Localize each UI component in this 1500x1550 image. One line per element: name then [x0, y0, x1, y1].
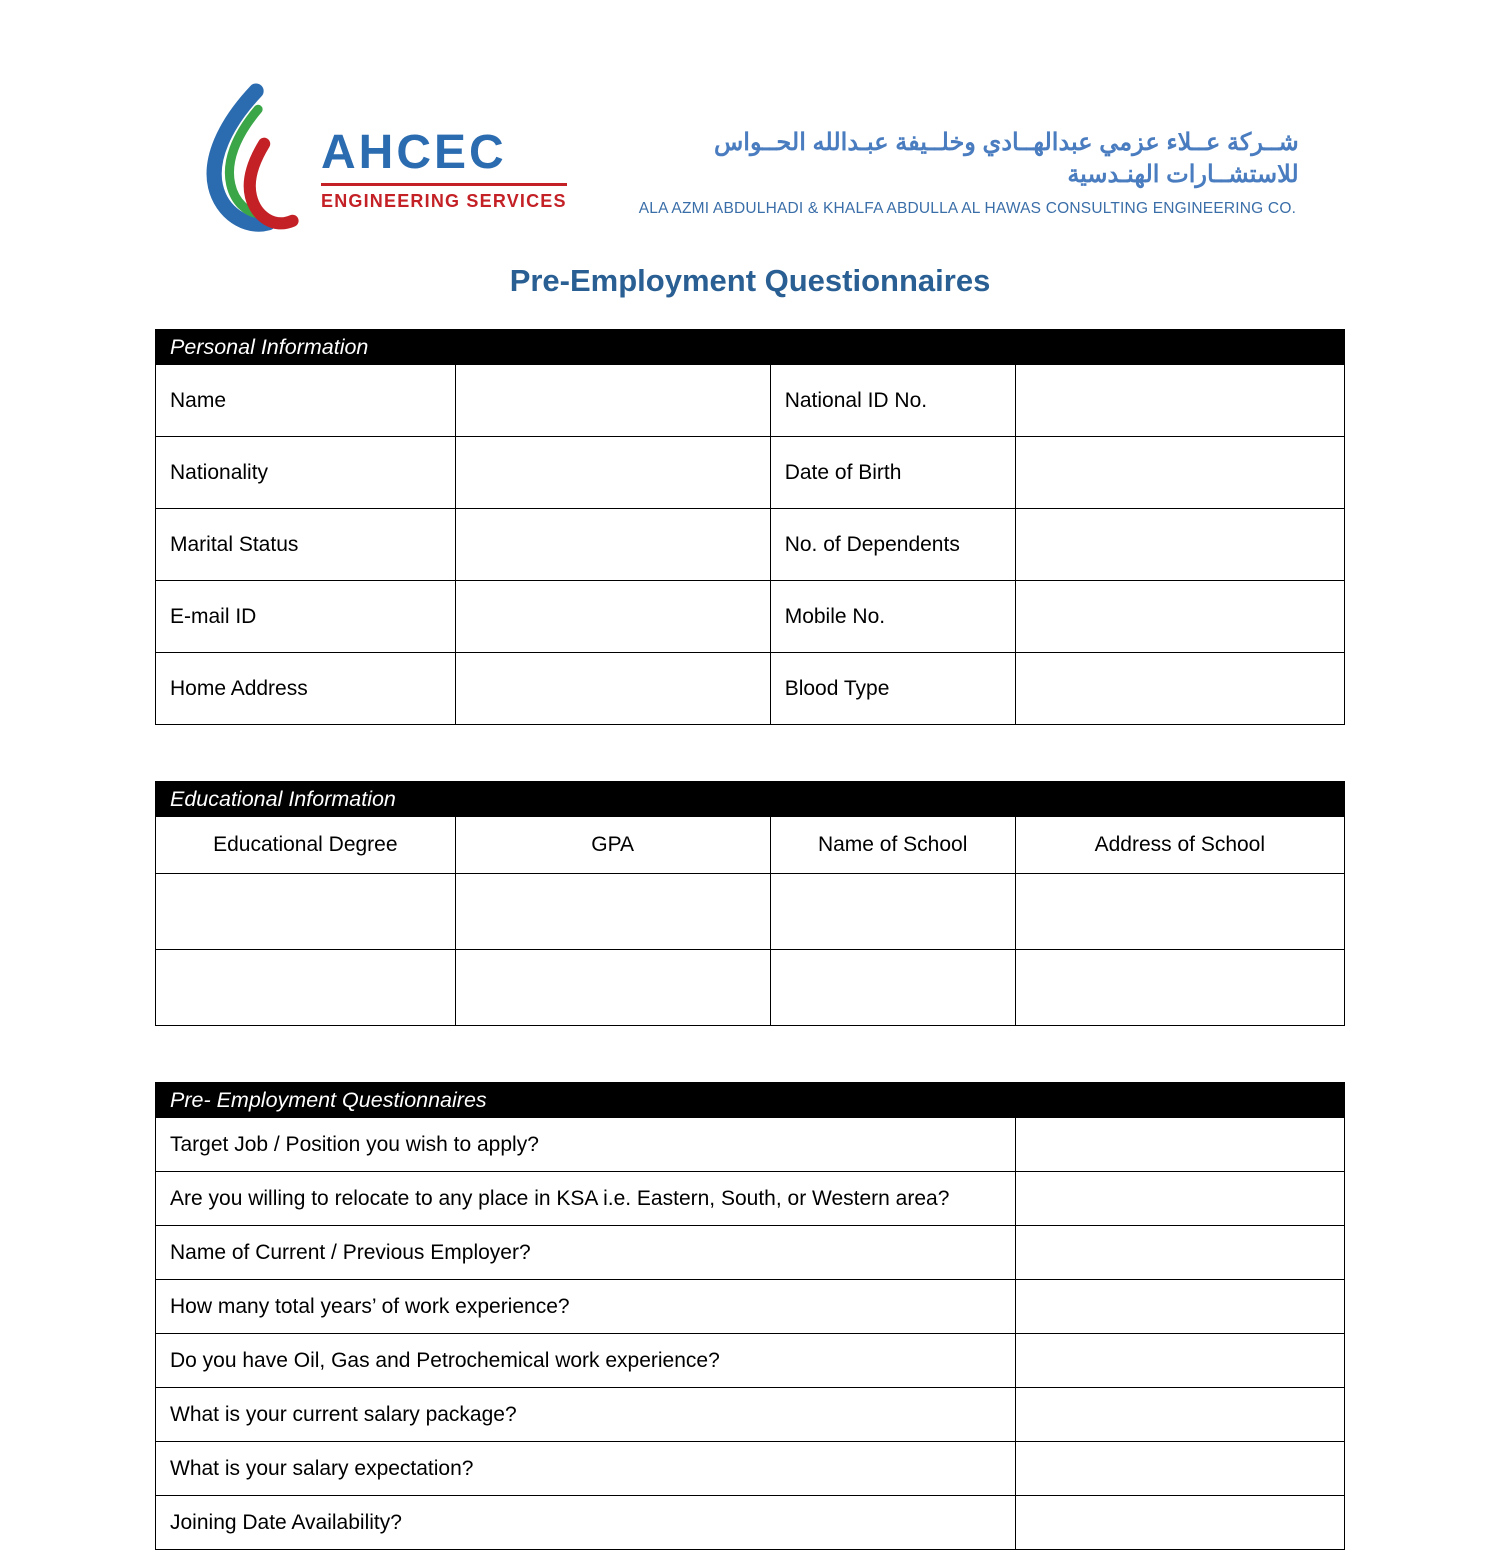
column-header: Address of School [1015, 817, 1344, 874]
table-row [156, 365, 1345, 437]
section-title-personal-information: Personal Information [156, 330, 1345, 365]
table-cell [770, 950, 1015, 1026]
column-header-row [156, 817, 1345, 874]
field-label: National ID No. [770, 365, 1015, 437]
company-name-arabic: شــركة عــلاء عزمي عبدالهــادي وخلــيفة عبـدالله الحــواس للاستشــارات الهنـدسية [713, 129, 1299, 189]
table-cell [770, 874, 1015, 950]
table-row [156, 950, 1345, 1026]
section-header-row [156, 1083, 1345, 1118]
question-text: Name of Current / Previous Employer? [156, 1226, 1016, 1280]
question-text: What is your salary expectation? [156, 1442, 1016, 1496]
field-value [455, 653, 770, 725]
section-title-educational-information: Educational Information [156, 782, 1345, 817]
table-row [156, 1388, 1345, 1442]
company-names [639, 127, 1299, 218]
field-label: E-mail ID [156, 581, 456, 653]
answer-cell [1015, 1118, 1344, 1172]
table-cell [1015, 874, 1344, 950]
ahcec-flame-icon [197, 85, 309, 237]
section-title-questionnaires: Pre- Employment Questionnaires [156, 1083, 1345, 1118]
field-value [1015, 509, 1344, 581]
page-title: Pre-Employment Questionnaires [509, 263, 991, 298]
field-label: Home Address [156, 653, 456, 725]
answer-cell [1015, 1280, 1344, 1334]
company-logo [197, 85, 567, 237]
logo-name: AHCEC [321, 126, 507, 180]
question-text: Are you willing to relocate to any place in KSA i.e. Eastern, South, or Western area? [156, 1172, 1016, 1226]
company-name-english: ALA AZMI ABDULHADI & KHALFA ABDULLA AL HAWAS CONSULTING ENGINEERING CO. [638, 199, 1297, 217]
field-value [455, 365, 770, 437]
table-cell [1015, 950, 1344, 1026]
personal-information-table [155, 329, 1345, 725]
column-header: Educational Degree [156, 817, 456, 874]
field-label: Blood Type [770, 653, 1015, 725]
question-text: Target Job / Position you wish to apply? [156, 1118, 1016, 1172]
logo-text [321, 128, 567, 211]
column-header: GPA [455, 817, 770, 874]
question-text: How many total years’ of work experience? [156, 1280, 1016, 1334]
question-text: What is your current salary package? [156, 1388, 1016, 1442]
field-value [455, 509, 770, 581]
column-header: Name of School [770, 817, 1015, 874]
table-cell [455, 950, 770, 1026]
answer-cell [1015, 1226, 1344, 1280]
field-label: Marital Status [156, 509, 456, 581]
document-content [155, 0, 1345, 1550]
answer-cell [1015, 1388, 1344, 1442]
table-row [156, 437, 1345, 509]
table-row [156, 1496, 1345, 1550]
table-row [156, 653, 1345, 725]
field-label: Mobile No. [770, 581, 1015, 653]
field-label: Date of Birth [770, 437, 1015, 509]
answer-cell [1015, 1442, 1344, 1496]
field-label: Name [156, 365, 456, 437]
table-row [156, 581, 1345, 653]
section-header-row [156, 782, 1345, 817]
table-row [156, 509, 1345, 581]
section-header-row [156, 330, 1345, 365]
field-value [1015, 437, 1344, 509]
field-value [455, 581, 770, 653]
table-row [156, 1442, 1345, 1496]
field-value [1015, 581, 1344, 653]
table-cell [156, 950, 456, 1026]
field-value [1015, 365, 1344, 437]
document-header [155, 0, 1345, 237]
table-row [156, 1172, 1345, 1226]
table-row [156, 1280, 1345, 1334]
educational-information-table [155, 781, 1345, 1026]
table-row [156, 1226, 1345, 1280]
questionnaires-table [155, 1082, 1345, 1550]
field-value [455, 437, 770, 509]
question-text: Joining Date Availability? [156, 1496, 1016, 1550]
table-cell [455, 874, 770, 950]
answer-cell [1015, 1172, 1344, 1226]
field-value [1015, 653, 1344, 725]
logo-subtitle: ENGINEERING SERVICES [321, 183, 567, 212]
table-row [156, 1118, 1345, 1172]
answer-cell [1015, 1334, 1344, 1388]
table-cell [156, 874, 456, 950]
question-text: Do you have Oil, Gas and Petrochemical work experience? [156, 1334, 1016, 1388]
table-row [156, 1334, 1345, 1388]
field-label: Nationality [156, 437, 456, 509]
answer-cell [1015, 1496, 1344, 1550]
field-label: No. of Dependents [770, 509, 1015, 581]
table-row [156, 874, 1345, 950]
